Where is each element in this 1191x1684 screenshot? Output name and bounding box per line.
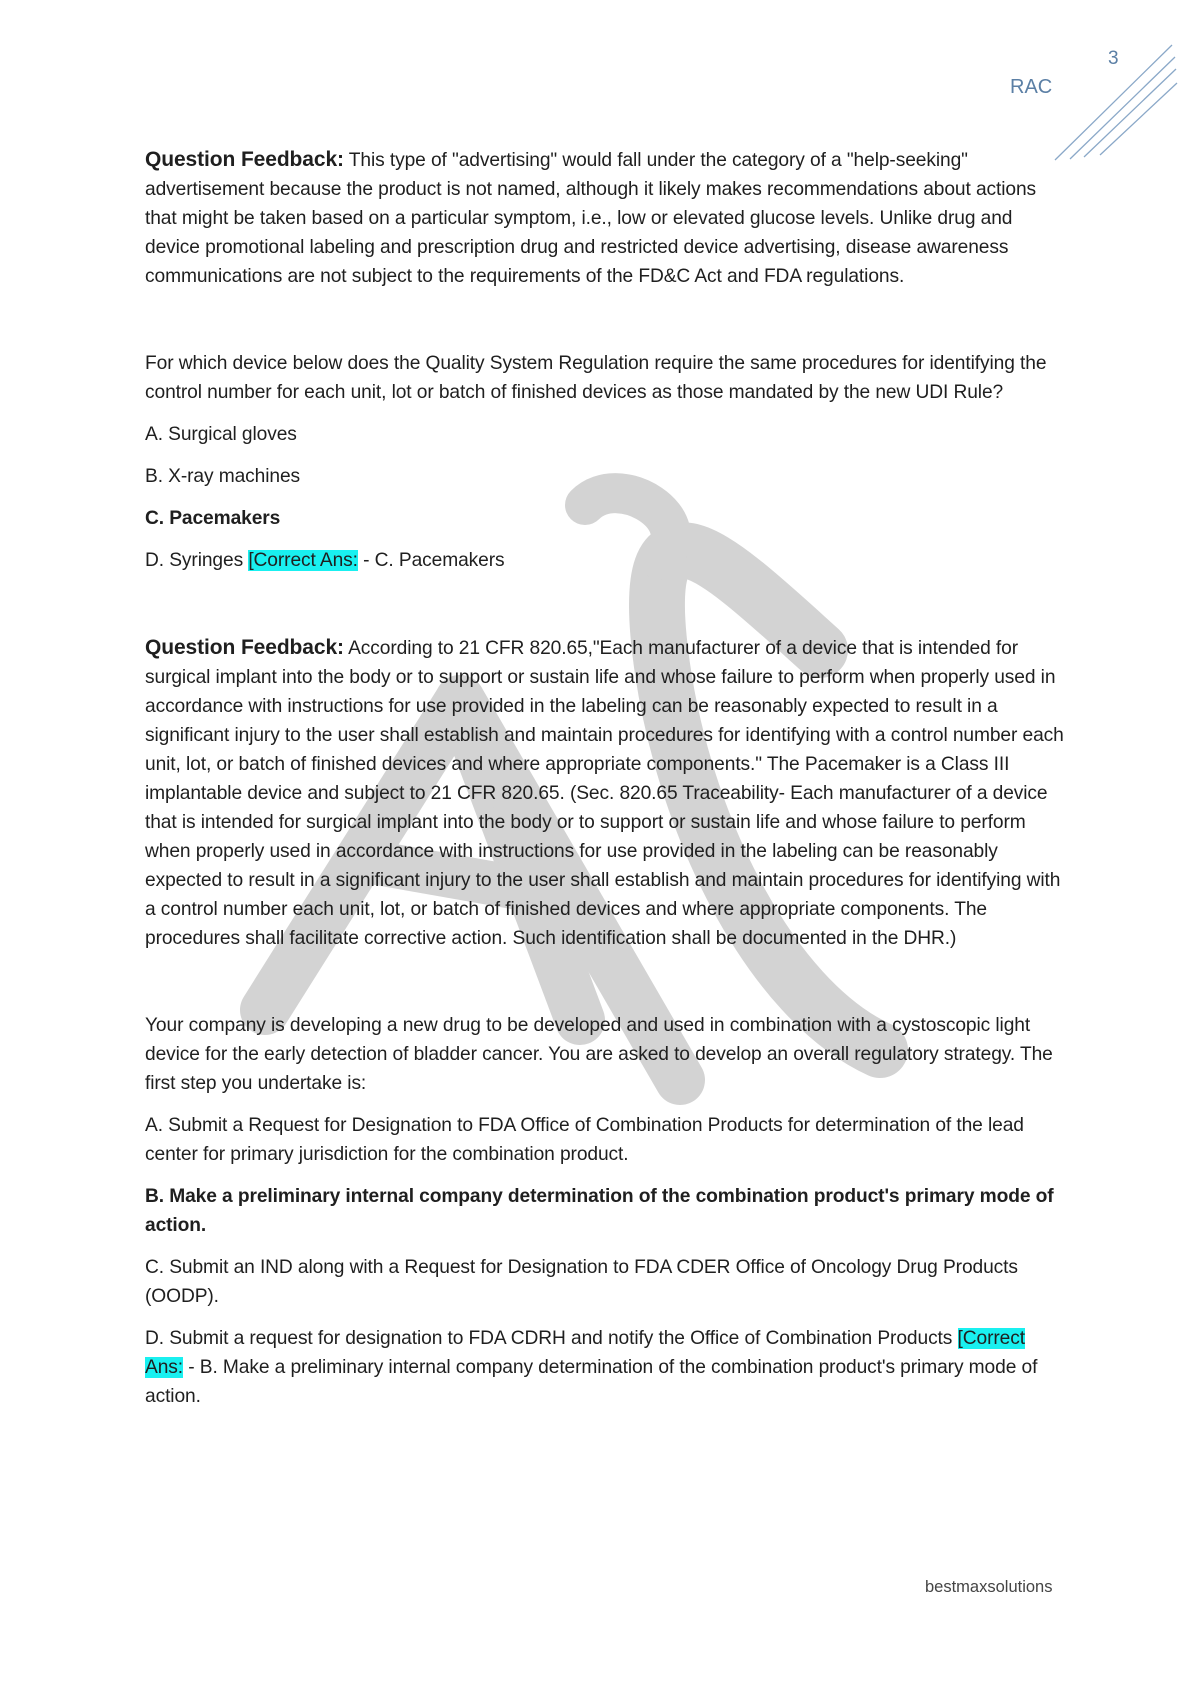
feedback-text: This type of "advertising" would fall under the category of a "help-seeking" advertisement because the product is not named, although it likely makes recommendations about actions that might be taken based on a particular symptom, i.e., low or elevated glucose levels. Unlike drug and device promotional labeling and prescription drug and restricted device advertising, disease awareness communications are not subject to the requirements of the FD&C Act and FDA regulations. [145,150,1037,287]
correct-answer-highlight: [Correct Ans: [248,550,358,571]
question-1-stem: For which device below does the Quality System Regulation require the same procedures for identifying the control number for each unit, lot or batch of finished devices as those mandated by the new UDI Rule? [145,353,1047,403]
question-1-option-b: B. X-ray machines [145,466,301,487]
correct-answer-text: - C. Pacemakers [357,550,505,571]
page-content [145,145,1065,1411]
question-2-option-a: A. Submit a Request for Designation to FDA Office of Combination Products for determination of the lead center for primary jurisdiction for the combination product. [145,1115,1024,1165]
option-d-text: D. Submit a request for designation to FDA CDRH and notify the Office of Combination Products [145,1328,958,1349]
question-1-option-a: A. Surgical gloves [145,424,297,445]
question-2-stem: Your company is developing a new drug to be developed and used in combination with a cystoscopic light device for the early detection of bladder cancer. You are asked to develop an overall regulatory strategy. The first step you undertake is: [145,1015,1053,1094]
question-feedback-1 [145,145,1065,291]
question-2-option-c: C. Submit an IND along with a Request for Designation to FDA CDER Office of Oncology Drug Products (OODP). [145,1257,1018,1307]
correct-answer-text: - B. Make a preliminary internal company determination of the combination product's primary mode of action. [145,1357,1038,1407]
footer-text: bestmaxsolutions [925,1578,1053,1596]
feedback-text: According to 21 CFR 820.65,"Each manufacturer of a device that is intended for surgical implant into the body or to support or sustain life and whose failure to perform when properly used in accordance with instructions for use provided in the labeling can be reasonably expected to result in a significant injury to the user shall establish and maintain procedures for identifying with a control number each unit, lot, or batch of finished devices and where appropriate components." The Pacemaker is a Class III implantable device and subject to 21 CFR 820.65. (Sec. 820.65 Traceability- Each manufacturer of a device that is intended for surgical implant into the body or to support or sustain life and whose failure to perform when properly used in accordance with instructions for use provided in the labeling can be reasonably expected to result in a significant injury to the user shall establish and maintain procedures for identifying with a control number each unit, lot, or batch of finished devices and where appropriate components. The procedures shall facilitate corrective action. Such identification shall be documented in the DHR.) [145,638,1064,949]
header-title: RAC [1010,76,1053,98]
feedback-label: Question Feedback: [145,636,344,659]
question-1-option-d [145,546,1065,575]
feedback-label: Question Feedback: [145,148,344,171]
question-feedback-2 [145,633,1065,953]
question-2-option-d [145,1324,1065,1411]
option-d-text: D. Syringes [145,550,249,571]
correct-answer-highlight: [Correct Ans: [145,1328,1025,1378]
page-number: 3 [1108,48,1119,69]
question-2-option-b: B. Make a preliminary internal company determination of the combination product's primary mode of action. [145,1186,1054,1236]
question-1-option-c: C. Pacemakers [145,508,281,529]
